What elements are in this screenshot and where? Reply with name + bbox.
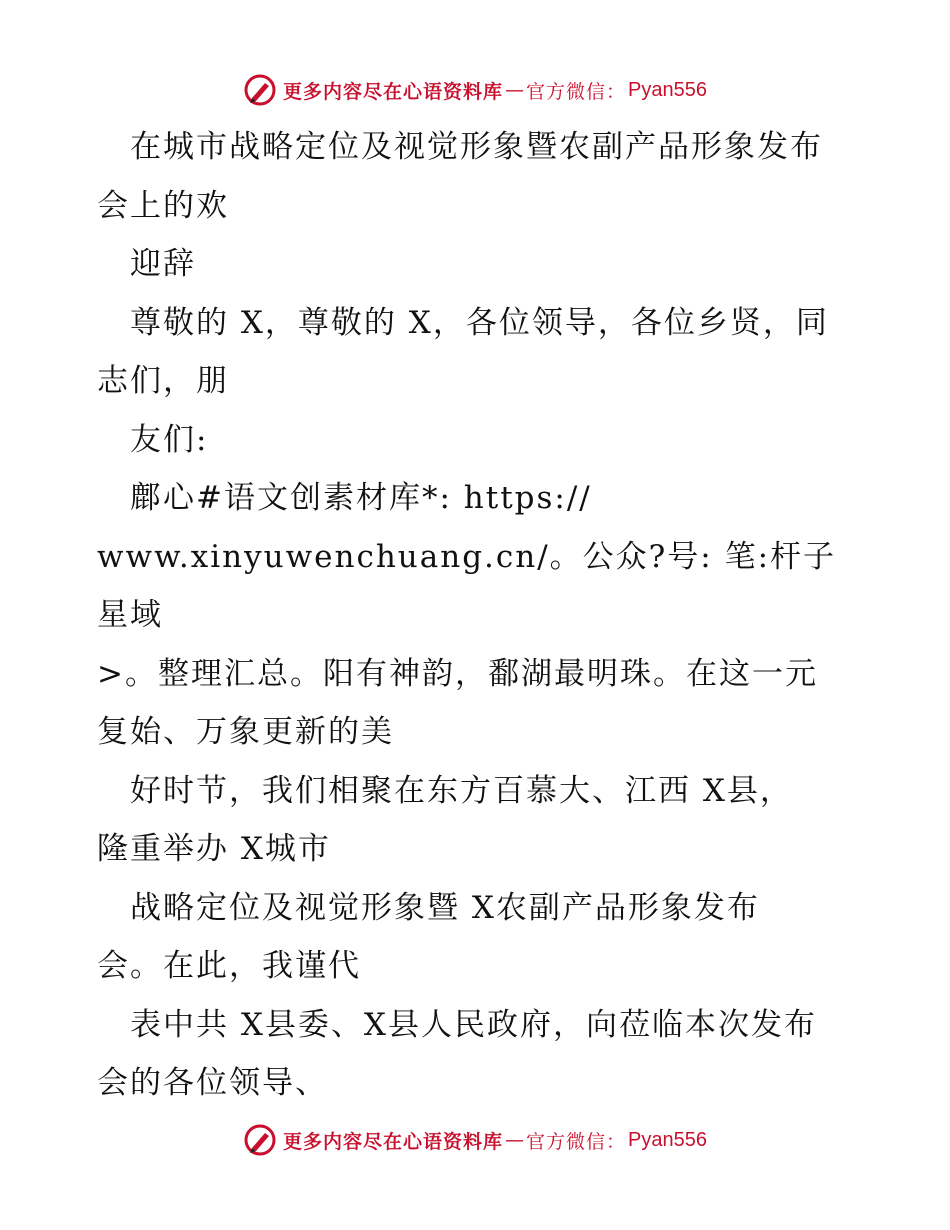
text-line: 好时节，我们相聚在东方百慕大、江西 X县， [97, 772, 793, 809]
header-banner [0, 70, 950, 110]
text-line: 会。在此，我谨代 [97, 948, 361, 984]
banner-site-text: 更多内容尽在心语资料库 [283, 1130, 504, 1153]
text-line: 战略定位及视觉形象暨 X农副产品形象发布 [97, 889, 760, 926]
text-line: 友们: [97, 421, 209, 458]
text-line: 会的各位领导、 [97, 1065, 328, 1101]
pen-logo-icon [243, 1123, 277, 1157]
text-line: 志们，朋 [97, 363, 229, 399]
text-line: 在城市战略定位及视觉形象暨农副产品形象发布 [97, 129, 823, 165]
text-line: 会上的欢 [97, 187, 229, 224]
text-line: 尊敬的 X，尊敬的 X，各位领导，各位乡贤，同 [97, 304, 829, 341]
banner-wechat-id: Pyan556 [628, 1128, 707, 1151]
document-body [97, 118, 857, 1113]
text-line: 迎辞 [97, 246, 196, 282]
text-line: 表中共 X县委、X县人民政府，向莅临本次发布 [97, 1006, 817, 1043]
text-line: >。整理汇总。阳有神韵，鄱湖最明珠。在这一元 [97, 655, 818, 692]
text-line: 复始、万象更新的美 [97, 714, 394, 750]
text-line: 隆重举办 X城市 [97, 831, 331, 867]
banner-separator: — [505, 79, 525, 101]
pen-logo-icon [243, 73, 277, 107]
banner-wechat-id: Pyan556 [628, 78, 707, 101]
banner-site-text: 更多内容尽在心语资料库 [283, 80, 504, 103]
banner-wechat-label: 官方微信： [526, 80, 627, 103]
banner-wechat-label: 官方微信： [526, 1130, 627, 1153]
text-line: www.xinyuwenchuang.cn/。公众?号: 笔:杆子星域 [97, 538, 837, 633]
footer-banner [0, 1120, 950, 1160]
banner-separator: — [505, 1129, 525, 1151]
text-line: 鄜心#语文创素材库*: https:// [97, 480, 592, 516]
